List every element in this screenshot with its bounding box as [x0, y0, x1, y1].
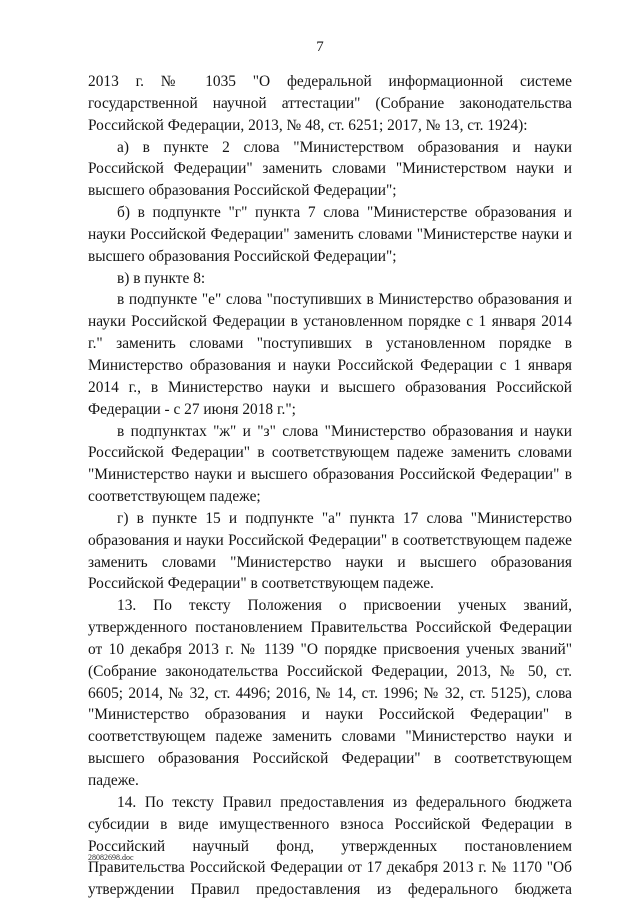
paragraph-item-g: г) в пункте 15 и подпункте "а" пункта 17 слова "Министерство образования и науки Российской Федерации" в соответствующем падеже заменить словами "Министерство науки и высшего образования Российской Федерации" в соответствующем падеже. [88, 509, 572, 593]
paragraph-item-v: в) в пункте 8: [117, 269, 206, 287]
paragraph-item-b: б) в подпункте "г" пункта 7 слова "Министерстве образования и науки Российской Федерации" заменить словами "Министерстве науки и высшего образования Российской Федерации"; [88, 204, 572, 265]
paragraph-subitem-e: в подпункте "е" слова "поступивших в Министерство образования и науки Российской Федерации в установленном порядке с 1 января 2014 г." заменить словами "поступивших в установленном порядке в Министерство образования и науки Российской Федерации с 1 января 2014 г., в Министерство науки и высшего образования Российской Федерации - с 27 июня 2018 г."; [88, 291, 572, 418]
paragraph-item-a: а) в пункте 2 слова "Министерством образования и науки Российской Федерации" заменить словами "Министерством науки и высшего образования Российской Федерации"; [88, 138, 572, 200]
paragraph-subitems-zh-z: в подпунктах "ж" и "з" слова "Министерство образования и науки Российской Федерации" в соответствующем падеже заменить словами "Министерство науки и высшего образования Российской Федерации" в соответствующем падеже; [88, 422, 572, 506]
paragraph-intro-continuation: 2013 г. № 1035 "О федеральной информационной системе государственной научной аттестации" (Собрание законодательства Российской Федерации, 2013, № 48, ст. 6251; 2017, № 13, ст. 1924): [88, 73, 572, 134]
document-file-name: 28082698.doc [88, 853, 134, 862]
page-number: 7 [316, 39, 324, 55]
paragraph-section-13: 13. По тексту Положения о присвоении ученых званий, утвержденного постановлением Правительства Российской Федерации от 10 декабря 2013 г. № 1139 "О порядке присвоения ученых званий" (Собрание законодательства Российской Федерации, 2013, № 50, ст. 6605; 2014, № 32, ст. 4496; 2016, № 14, ст. 1996; № 32, ст. 5125), слова "Министерство образования и науки Российской Федерации" в соответствующем падеже заменить словами "Министерство науки и высшего образования Российской Федерации" в соответствующем падеже. [88, 597, 572, 789]
paragraph-section-14: 14. По тексту Правил предоставления из федерального бюджета субсидии в виде имущественного взноса Российской Федерации в Российский научный фонд, утвержденных постановлением Правительства Российской Федерации от 17 декабря 2013 г. № 1170 "Об утверждении Правил предоставления из федерального бюджета [88, 793, 572, 899]
document-body [88, 71, 572, 901]
